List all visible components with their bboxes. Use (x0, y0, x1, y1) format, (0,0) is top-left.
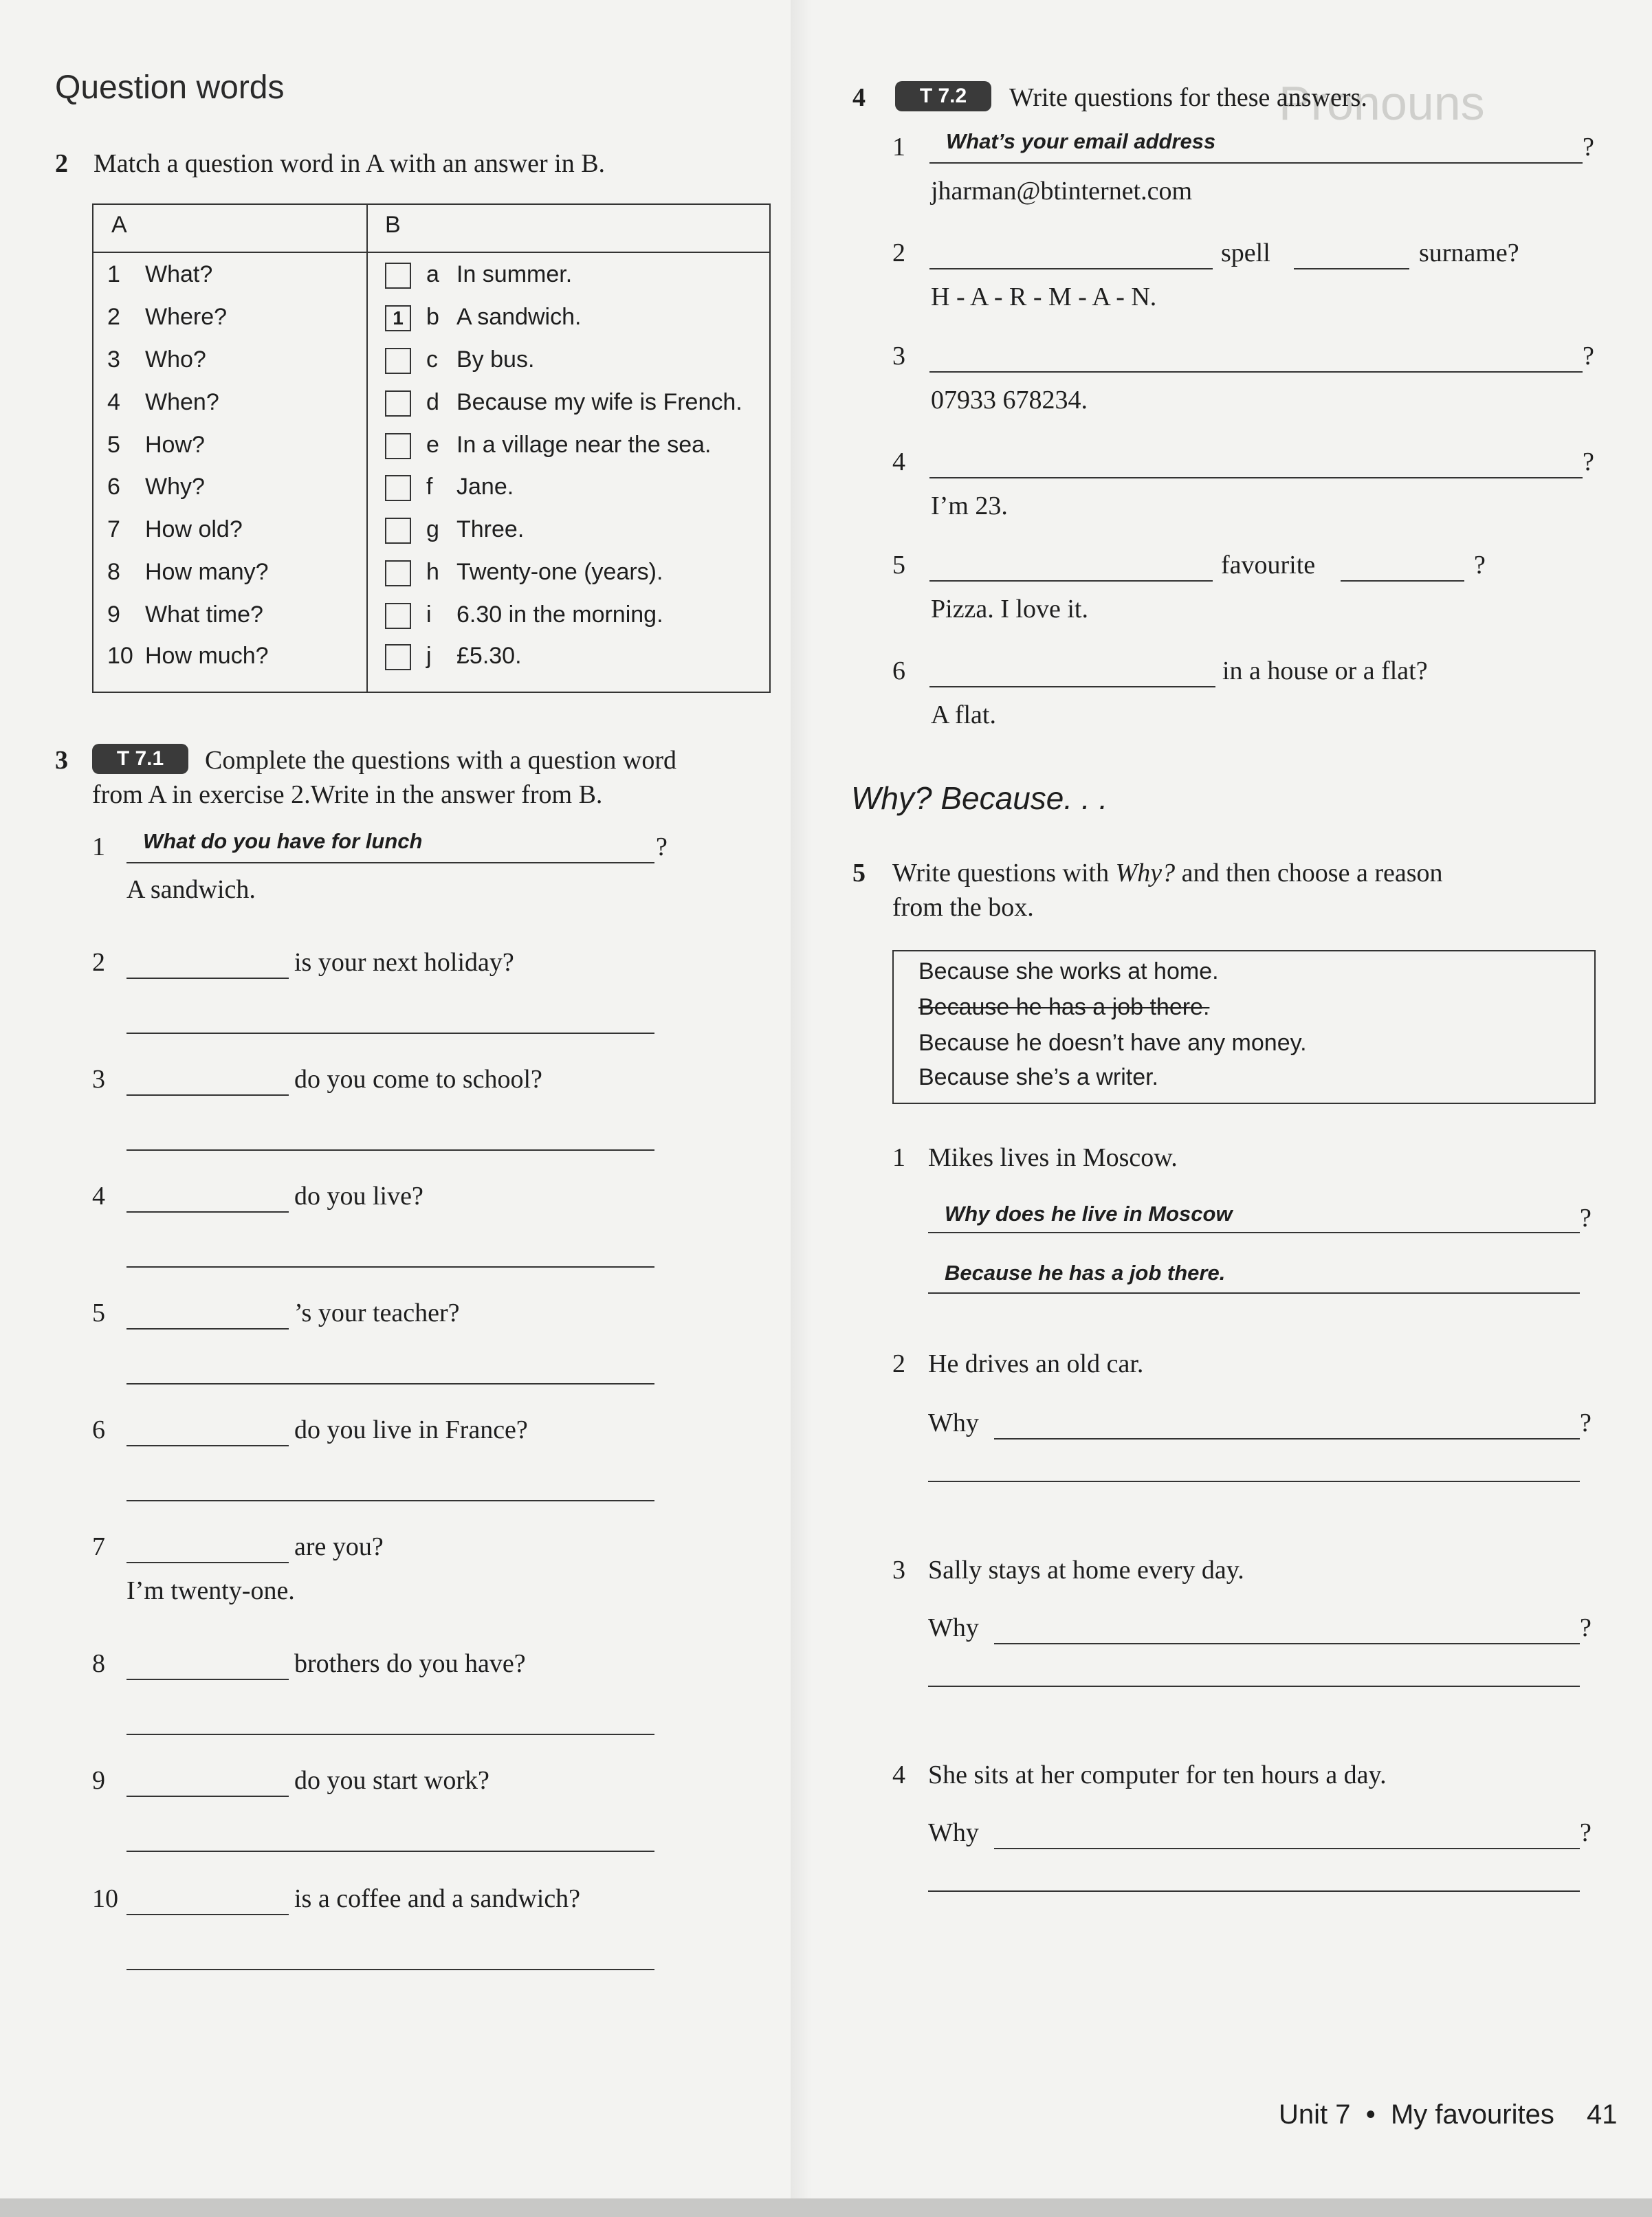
ex3-item-text: do you start work? (294, 1766, 489, 1795)
ex4-item-mid: spell (1221, 239, 1270, 267)
question-line[interactable] (1294, 268, 1409, 269)
ex4-item-end: ? (1474, 551, 1486, 580)
answer-line[interactable] (126, 1149, 654, 1151)
bleed-through-text: Pronouns (1279, 76, 1485, 130)
answer-letter: i (426, 602, 432, 628)
ex3-item-number: 2 (92, 948, 105, 977)
answer-checkbox[interactable] (385, 433, 411, 459)
answer-letter: j (426, 643, 432, 669)
ex3-item-text: do you come to school? (294, 1065, 542, 1094)
ex5-item-number: 4 (892, 1761, 905, 1789)
reasons-box (892, 950, 1596, 1104)
table-row-b (385, 432, 711, 459)
answer-text: Because my wife is French. (456, 389, 742, 415)
answer-checkbox[interactable] (385, 475, 411, 501)
question-word-blank[interactable] (126, 1328, 289, 1330)
table-row-b (385, 346, 534, 374)
question-word: Why? (145, 474, 205, 500)
ex3-item-number: 7 (92, 1532, 105, 1561)
ex4-badge: T 7.2 (895, 81, 991, 111)
question-mark: ? (1580, 1204, 1592, 1233)
table-row-a (107, 474, 205, 500)
answer-line[interactable] (126, 862, 654, 863)
handwritten-reason: Because he has a job there. (945, 1261, 1226, 1285)
ex3-item-number: 1 (92, 832, 105, 861)
answer-letter: g (426, 516, 439, 542)
footer-unit: Unit 7 (1279, 2099, 1351, 2130)
answer-checkbox[interactable] (385, 560, 411, 586)
ex3-item-number: 4 (92, 1182, 105, 1211)
question-word: When? (145, 389, 219, 415)
question-word-blank[interactable] (126, 978, 289, 979)
ex3-badge: T 7.1 (92, 744, 188, 774)
question-line[interactable] (929, 580, 1213, 582)
ex4-item-number: 1 (892, 133, 905, 162)
question-mark: ? (1583, 133, 1594, 162)
ex4-item-number: 6 (892, 657, 905, 685)
ex5-item-number: 2 (892, 1349, 905, 1378)
ex4-answer: Pizza. I love it. (931, 595, 1088, 624)
answer-line[interactable] (126, 1734, 654, 1735)
table-row-a (107, 346, 206, 373)
question-mark: ? (1583, 448, 1594, 476)
question-word-blank[interactable] (126, 1211, 289, 1213)
ex5-instruction-why: Why? (1115, 859, 1176, 887)
ex3-item-text: is a coffee and a sandwich? (294, 1884, 581, 1913)
footer-title: My favourites (1390, 2099, 1554, 2130)
ex3-item-text: is your next holiday? (294, 948, 514, 977)
reason-line[interactable] (928, 1481, 1580, 1482)
ex5-statement: Mikes lives in Moscow. (928, 1143, 1178, 1172)
ex5-number: 5 (852, 859, 866, 887)
reason-line[interactable] (928, 1686, 1580, 1687)
question-line[interactable] (994, 1848, 1580, 1849)
ex3-number: 3 (55, 746, 68, 775)
ex3-item-text: are you? (294, 1532, 384, 1561)
question-line[interactable] (929, 162, 1583, 164)
ex5-statement: Sally stays at home every day. (928, 1556, 1244, 1585)
answer-text: Twenty-one (years). (456, 559, 663, 585)
ex4-instruction: Write questions for these answers. (1009, 83, 1367, 112)
table-row-b (385, 304, 581, 331)
reason-line[interactable] (928, 1890, 1580, 1892)
ex4-answer: H - A - R - M - A - N. (931, 283, 1157, 311)
answer-checkbox[interactable] (385, 603, 411, 629)
row-number: 3 (107, 346, 120, 373)
question-word: What? (145, 261, 213, 287)
table-row-a (107, 516, 243, 543)
ex4-item-end: surname? (1419, 239, 1519, 267)
question-word: What time? (145, 602, 263, 628)
column-a-header: A (111, 212, 127, 238)
question-line[interactable] (928, 1232, 1580, 1233)
table-row-a (107, 602, 263, 628)
question-word: How? (145, 432, 205, 458)
handwritten-answer: What do you have for lunch (143, 829, 423, 853)
ex3-item-number: 3 (92, 1065, 105, 1094)
why-label: Why (928, 1409, 979, 1437)
ex5-item-number: 3 (892, 1556, 905, 1585)
row-number: 2 (107, 304, 120, 330)
question-line[interactable] (994, 1643, 1580, 1644)
table-row-a (107, 559, 269, 586)
row-number: 5 (107, 432, 120, 458)
answer-text: 6.30 in the morning. (456, 602, 663, 628)
question-word-blank[interactable] (126, 1094, 289, 1096)
question-mark: ? (1583, 342, 1594, 371)
answer-text: Three. (456, 516, 525, 542)
table-row-b (385, 602, 663, 629)
table-row-a (107, 389, 219, 416)
page-footer (1279, 2099, 1617, 2130)
table-row-b (385, 261, 572, 289)
table-row-b (385, 474, 514, 501)
table-row-b (385, 643, 522, 670)
ex3-example-answer: I’m twenty-one. (126, 1576, 295, 1605)
answer-letter: f (426, 474, 433, 500)
section-title: Question words (55, 69, 285, 106)
column-b-header: B (385, 212, 401, 238)
answer-line[interactable] (126, 1500, 654, 1501)
row-number: 6 (107, 474, 120, 500)
match-table (92, 203, 771, 693)
ex5-statement: She sits at her computer for ten hours a day. (928, 1761, 1387, 1789)
question-mark: ? (1580, 1409, 1592, 1437)
why-label: Why (928, 1818, 979, 1847)
reason-item: Because she’s a writer. (918, 1064, 1158, 1090)
handwritten-answer: What’s your email address (946, 129, 1216, 153)
reason-item: Because he doesn’t have any money. (918, 1030, 1307, 1056)
ex5-instruction-1b: and then choose a reason (1175, 859, 1443, 887)
ex4-item-number: 4 (892, 448, 905, 476)
ex4-answer: I’m 23. (931, 492, 1008, 520)
answer-checkbox[interactable] (385, 644, 411, 670)
answer-letter: e (426, 432, 439, 458)
why-label: Why (928, 1613, 979, 1642)
scan-bottom-edge (0, 2198, 1652, 2217)
ex3-instruction-2: from A in exercise 2.Write in the answer from B. (92, 780, 603, 809)
footer-bullet: • (1358, 2099, 1383, 2130)
ex5-heading: Why? Because. . . (851, 780, 1108, 816)
ex3-item-number: 6 (92, 1415, 105, 1444)
ex4-item-number: 3 (892, 342, 905, 371)
ex2-instruction: Match a question word in A with an answer in B. (93, 149, 606, 178)
question-word: How old? (145, 516, 243, 542)
ex5-statement: He drives an old car. (928, 1349, 1144, 1378)
row-number: 10 (107, 643, 133, 669)
row-number: 7 (107, 516, 120, 542)
question-word: Where? (145, 304, 228, 330)
handwritten-question: Why does he live in Moscow (945, 1202, 1233, 1226)
ex3-item-number: 5 (92, 1299, 105, 1327)
ex4-answer: A flat. (931, 701, 996, 729)
question-mark: ? (1580, 1613, 1592, 1642)
ex5-instruction-2: from the box. (892, 893, 1034, 922)
table-row-b (385, 516, 524, 544)
reason-item: Because she works at home. (918, 958, 1219, 984)
ex3-item-number: 10 (92, 1884, 118, 1913)
question-word-blank[interactable] (126, 1796, 289, 1797)
answer-letter: a (426, 261, 439, 287)
table-row-b (385, 559, 663, 586)
ex4-item-number: 5 (892, 551, 905, 580)
ex4-item-number: 2 (892, 239, 905, 267)
reason-item: Because he has a job there. (918, 994, 1210, 1020)
answer-checkbox[interactable] (385, 390, 411, 417)
ex2-number: 2 (55, 149, 68, 178)
question-line[interactable] (929, 371, 1583, 373)
ex3-example-answer: A sandwich. (126, 875, 256, 904)
table-header-rule (93, 252, 769, 253)
answer-text: In summer. (456, 261, 573, 287)
ex3-item-number: 8 (92, 1649, 105, 1678)
answer-text: In a village near the sea. (456, 432, 712, 458)
ex4-answer: jharman@btinternet.com (931, 177, 1193, 206)
question-word-blank[interactable] (126, 1914, 289, 1915)
answer-letter: b (426, 304, 439, 330)
question-line[interactable] (929, 477, 1583, 478)
answer-text: By bus. (456, 346, 535, 373)
answer-letter: d (426, 389, 439, 415)
row-number: 1 (107, 261, 120, 287)
answer-checkbox[interactable] (385, 263, 411, 289)
question-mark: ? (1580, 1818, 1592, 1847)
question-word: How much? (145, 643, 269, 669)
ex3-item-text: ’s your teacher? (294, 1299, 460, 1327)
ex4-item-mid: favourite (1221, 551, 1316, 580)
ex4-answer: 07933 678234. (931, 386, 1088, 415)
reason-line[interactable] (928, 1292, 1580, 1294)
answer-line[interactable] (126, 1266, 654, 1268)
question-line[interactable] (1341, 580, 1464, 582)
answer-text: Jane. (456, 474, 514, 500)
page-number: 41 (1586, 2099, 1618, 2130)
answer-line[interactable] (126, 1851, 654, 1852)
question-line[interactable] (929, 268, 1213, 269)
ex5-item-number: 1 (892, 1143, 905, 1172)
answer-letter: h (426, 559, 439, 585)
question-word-blank[interactable] (126, 1562, 289, 1563)
row-number: 4 (107, 389, 120, 415)
row-number: 8 (107, 559, 120, 585)
ex3-instruction-1: Complete the questions with a question word (205, 746, 677, 775)
table-row-a (107, 643, 269, 670)
page-spine-shadow (791, 0, 811, 2217)
question-mark: ? (656, 832, 668, 861)
answer-line[interactable] (126, 1969, 654, 1970)
question-line[interactable] (929, 686, 1215, 687)
question-word-blank[interactable] (126, 1679, 289, 1680)
answer-line[interactable] (126, 1033, 654, 1034)
table-divider (366, 205, 368, 692)
table-row-b (385, 389, 742, 417)
ex3-item-text: do you live? (294, 1182, 423, 1211)
row-number: 9 (107, 602, 120, 628)
answer-checkbox[interactable] (385, 518, 411, 544)
answer-checkbox[interactable] (385, 348, 411, 374)
question-word: Who? (145, 346, 206, 373)
ex3-item-text: do you live in France? (294, 1415, 528, 1444)
answer-letter: c (426, 346, 438, 373)
question-word: How many? (145, 559, 269, 585)
answer-text: A sandwich. (456, 304, 582, 330)
ex3-item-number: 9 (92, 1766, 105, 1795)
table-row-a (107, 261, 212, 288)
question-line[interactable] (994, 1438, 1580, 1440)
answer-text: £5.30. (456, 643, 522, 669)
answer-checkbox[interactable]: 1 (385, 305, 411, 331)
ex5-instruction-1 (892, 858, 1443, 888)
ex4-item-mid: in a house or a flat? (1222, 657, 1428, 685)
answer-line[interactable] (126, 1383, 654, 1385)
question-word-blank[interactable] (126, 1445, 289, 1446)
ex5-instruction-1a: Write questions with (892, 859, 1116, 887)
table-row-a (107, 432, 205, 459)
ex4-number: 4 (852, 83, 866, 112)
ex3-item-text: brothers do you have? (294, 1649, 526, 1678)
table-row-a (107, 304, 227, 331)
